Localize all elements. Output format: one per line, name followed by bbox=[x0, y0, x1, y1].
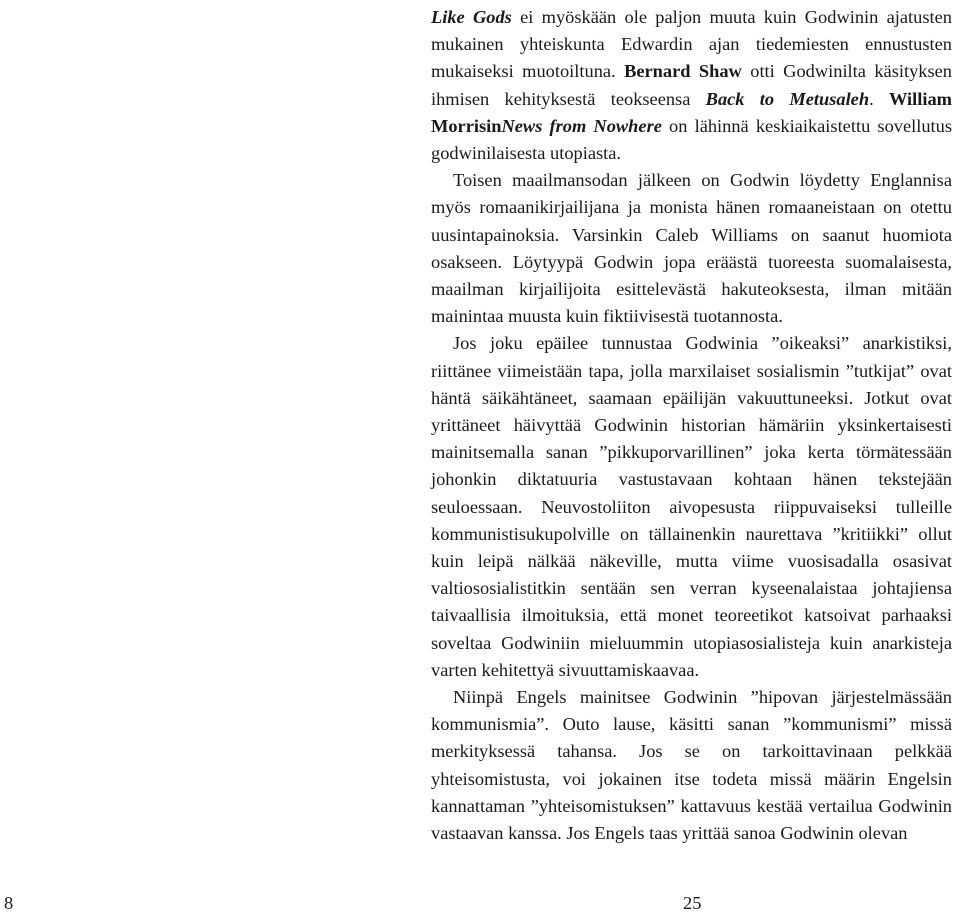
paragraph-1-segment: ei myöskään ole paljon muuta kuin Godwinin ajatusten mukainen yhteiskunta Edwardin ajan tiedemiesten ennustusten mukaiseksi muotoiltuna. bbox=[431, 7, 952, 82]
paragraph-1-segment: William Morrisin bbox=[431, 88, 952, 136]
paragraph-1-segment: . bbox=[869, 88, 889, 109]
paragraph-1 bbox=[431, 4, 952, 167]
paragraph-4: Niinpä Engels mainitsee Godwinin ”hipovan järjestelmässään kommunismia”. Outo lause, käsitti sanan ”kommunismi” missä merkityksessä tahansa. Jos se on tarkoittavinaan pelkkää yhteisomistusta, voi jokainen itse todeta missä määrin Engelsin kannattaman ”yhteisomistuksen” kattavuus kestää vertailua Godwinin vastaavan kanssa. Jos Engels taas yrittää sanoa Godwinin olevan bbox=[431, 687, 952, 844]
page-number-right: 25 bbox=[683, 893, 702, 913]
paragraph-3: Jos joku epäilee tunnustaa Godwinia ”oikeaksi” anarkistiksi, riittänee viimeistään tapa, jolla marxilaiset sosialismin ”tutkijat” ovat häntä säikähtäneet, saamaan epäilijän vakuuttuneeksi. Jotkut ovat yrittäneet häivyttää Godwinin historian hämäriin yksinkertaisesti mainitsemalla sanan ”pikkuporvarillinen” joka kerta törmätessään johonkin diktatuuria vastustavaan kohtaan hänen tekstejään seuloessaan. Neuvostoliiton aivopesusta riippuvaiseksi tulleille kommunistisukupolville on tällainenkin naurettava ”kritiikki” ollut kuin leipä nälkää näkeville, mutta viime vuosisadalla osasivat valtiososialistitkin sentään sen verran kyseenalaistaa johtajiensa taivaallisia ilmoituksia, että monet teoreetikot katsoivat parhaaksi soveltaa Godwiniin mieluummin utopiasosialisteja kuin anarkisteja varten kehitettyä sivuuttamiskaavaa. bbox=[431, 333, 952, 680]
paragraph-2: Toisen maailmansodan jälkeen on Godwin löydetty Englannisa myös romaanikirjailijana ja monista hänen romaaneistaan on otettu uusintapainoksia. Varsinkin Caleb Williams on saanut huomiota osakseen. Löytyypä Godwin jopa eräästä tuoreesta suomalaisesta, maailman kirjailijoita esittelevästä hakuteoksesta, ilman mitään mainintaa muusta kuin fiktiivisestä tuotannosta. bbox=[431, 170, 952, 327]
paragraph-1-segment: Back to Metusaleh bbox=[705, 88, 870, 109]
paragraph-1-segment: News from Nowhere bbox=[501, 115, 662, 136]
body-text-column bbox=[431, 4, 952, 847]
paragraph-1-segment: otti Godwinilta käsityksen ihmisen kehityksestä teokseensa bbox=[431, 61, 952, 109]
paragraph-1-segment: on lähinnä keskiaikaistettu sovellutus godwinilaisesta utopiasta. bbox=[431, 115, 952, 164]
paragraph-1-segment: Bernard Shaw bbox=[624, 61, 742, 82]
paragraph-1-segment: Like Gods bbox=[431, 7, 512, 27]
page-number-left: 8 bbox=[4, 893, 14, 913]
